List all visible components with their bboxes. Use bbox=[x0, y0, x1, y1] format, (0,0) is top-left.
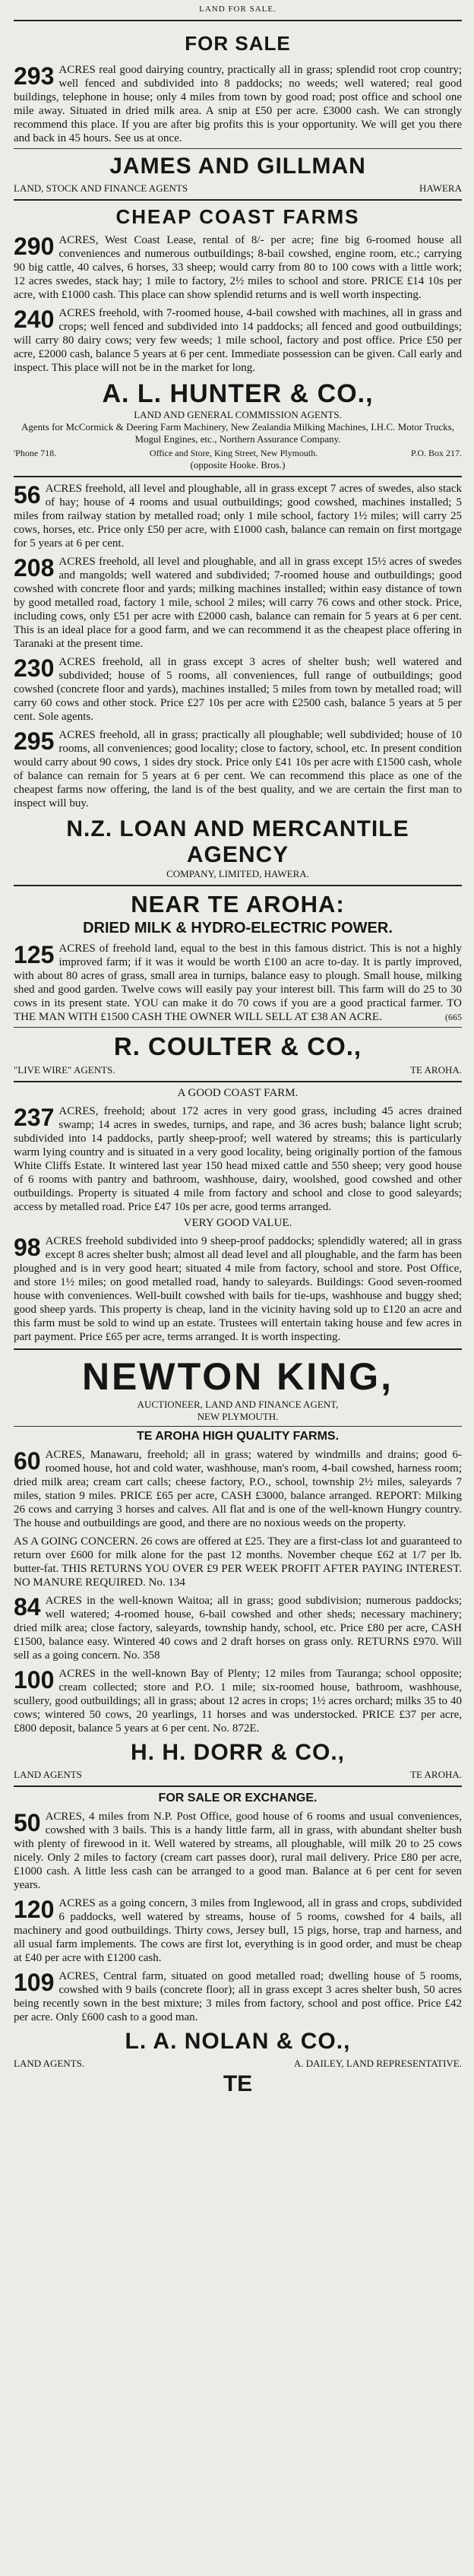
ad-56 bbox=[14, 482, 462, 550]
office-address: Office and Store, King Street, New Plymouth. bbox=[149, 448, 318, 458]
ad-acreage: 240 bbox=[14, 306, 55, 333]
divider bbox=[14, 20, 462, 21]
agent-subtitle: COMPANY, LIMITED, HAWERA. bbox=[166, 868, 309, 879]
ad-109 bbox=[14, 1969, 462, 2024]
running-head: LAND FOR SALE. bbox=[199, 5, 276, 14]
ad-going-concern bbox=[14, 1535, 462, 1589]
phone: 'Phone 718. bbox=[14, 448, 57, 458]
ad-text: ACRES freehold, all level and ploughable, all in grass except 7 acres of swedes, also stack of hay; house of 4 rooms and usual outbuildings; good cowshed, machines installed; 5 miles from railway station by metalled road; only 1 mile school, factory 1½ miles; will carry 25 cows, horses, etc. Price only £50 per acre, with £1000 cash, balance can remain on first mortgage for 5 years at 6 per cent. bbox=[14, 483, 462, 550]
near-te-aroha-subheading: DRIED MILK & HYDRO-ELECTRIC POWER. bbox=[83, 920, 393, 936]
ad-84 bbox=[14, 1594, 462, 1662]
ad-acreage: 230 bbox=[14, 654, 55, 682]
ad-240 bbox=[14, 306, 462, 375]
agent-line-dorr bbox=[14, 1769, 462, 1781]
ad-text: ACRES, West Coast Lease, rental of 8/- per acre; fine big 6-roomed house all conveniences and numerous outbuildings; 8-bail cowshed, engine room, etc.; carrying 90 big cattle, 40 calves, 6 horses, 33 sheep; would carry from 80 to 100 cows with a little work; 12 acres swedes, stack hay; 1 mile to factory, 2½ miles to school and store. PRICE £14 10s per acre, with £1000 cash. This place can show splendid returns and is well worth inspecting. bbox=[14, 234, 462, 301]
divider bbox=[14, 885, 462, 886]
ad-230 bbox=[14, 655, 462, 724]
section-heading: TE AROHA HIGH QUALITY FARMS. bbox=[136, 1430, 340, 1443]
ad-acreage: 100 bbox=[14, 1666, 55, 1694]
ad-acreage: 295 bbox=[14, 727, 55, 755]
agent-line-nolan bbox=[14, 2058, 462, 2070]
agent-name-dorr: H. H. DORR & CO., bbox=[130, 1740, 345, 1765]
ad-acreage: 84 bbox=[14, 1593, 41, 1621]
ad-acreage: 109 bbox=[14, 1969, 55, 1996]
agent-line-james bbox=[14, 182, 462, 195]
ad-120 bbox=[14, 1896, 462, 1965]
ad-acreage: 60 bbox=[14, 1447, 41, 1475]
ad-acreage: 293 bbox=[14, 62, 55, 90]
ad-text: ACRES as a going concern, 3 miles from Inglewood, all in grass and crops, subdivided 6 paddocks, well watered by streams, house of 5 rooms, cowshed for 4 bails, all machinery and good outbuildings. Thirty cows, Jersey bull, 15 pigs, horse, trap and harness, and all usual farm implements. The cows are first lot, everything is in good order, and must be cheap at £40 per acre with £1200 cash. bbox=[14, 1897, 462, 1964]
agent-subtitle: LAND AND GENERAL COMMISSION AGENTS. bbox=[134, 409, 342, 420]
divider bbox=[14, 1785, 462, 1787]
agent-representative: A. DAILEY, LAND REPRESENTATIVE. bbox=[293, 2058, 462, 2069]
ad-for-sale bbox=[14, 63, 462, 145]
ad-acreage: 120 bbox=[14, 1896, 55, 1923]
ad-acreage: 208 bbox=[14, 554, 55, 581]
ad-125 bbox=[14, 942, 462, 1024]
address-note: (opposite Hooke. Bros.) bbox=[190, 459, 286, 471]
agent-agencies: Agents for McCormick & Deering Farm Machinery, New Zealandia Milking Machines, I.H.C. Motor Trucks, Mogul Engines, etc., Northern Assurance Company. bbox=[21, 421, 454, 445]
ad-98 bbox=[14, 1234, 462, 1344]
ad-text: ACRES in the well-known Waitoa; all in grass; good subdivision; numerous paddocks; well watered; 4-roomed house, 6-bail cowshed and other sheds; necessary machinery; dried milk area; close factory, saleyards, township handy, school, etc. Price £80 per acre, CASH £1500, balance easy. Wintered 40 cows and 2 draft horses on grass only. RETURNS £970. Will sell as a going concern. No. 358 bbox=[14, 1595, 462, 1662]
agent-name-newton-king: NEWTON KING, bbox=[81, 1355, 394, 1398]
ad-acreage: 56 bbox=[14, 481, 41, 509]
divider bbox=[14, 1027, 462, 1028]
ad-text: ACRES freehold, all in grass except 3 acres of shelter bush; well watered and subdivided; house of 5 rooms, all conveniences, full range of outbuildings; good cowshed (concrete floor and yards), machines installed; 5 miles from town by metalled road; will carry 60 cows and other stock. Price £27 10s per acre with £2500 cash, balance 5 years at 5 per cent. Sole agents. bbox=[14, 656, 462, 723]
ad-text: ACRES of freehold land, equal to the best in this famous district. This is not a highly improved farm; if it was it would be worth £100 an acre to-day. It is partly improved, with about 80 acres of grass, small area in turnips, balance easy to plough. Small house, milking shed and good garden. Twelve cows will easily pay your interest bill. This farm will do 25 to 30 cows in its present state. YOU can make it do 70 cows if you are a good practical farmer. TO THE MAN WITH £1500 CASH THE OWNER WILL SELL AT £38 AN ACRE. bbox=[14, 943, 462, 1023]
divider bbox=[14, 148, 462, 149]
agent-description: LAND AGENTS. bbox=[14, 2058, 85, 2069]
ad-100 bbox=[14, 1667, 462, 1735]
agent-subtitle: AUCTIONEER, LAND AND FINANCE AGENT, bbox=[137, 1399, 339, 1410]
ad-290 bbox=[14, 233, 462, 302]
divider bbox=[14, 1348, 462, 1350]
ad-295 bbox=[14, 728, 462, 810]
ad-acreage: 50 bbox=[14, 1809, 41, 1836]
agent-line-coulter bbox=[14, 1064, 462, 1076]
agent-description: "LIVE WIRE" AGENTS. bbox=[14, 1064, 115, 1076]
for-sale-heading: FOR SALE bbox=[185, 32, 291, 55]
agent-description: LAND AGENTS bbox=[14, 1769, 82, 1780]
agent-description: LAND, STOCK AND FINANCE AGENTS bbox=[14, 182, 188, 194]
divider bbox=[14, 1081, 462, 1082]
ad-acreage: 237 bbox=[14, 1104, 55, 1131]
divider bbox=[14, 1426, 462, 1427]
agent-location: NEW PLYMOUTH. bbox=[197, 1411, 279, 1422]
ad-acreage: 290 bbox=[14, 233, 55, 260]
ad-text: AS A GOING CONCERN. 26 cows are offered at £25. They are a first-class lot and guaranteed to return over £600 for milk alone for the past 12 months. November cheque £62 at 1/7 per lb. butter-fat. THIS RETURNS YOU OVER £9 PER WEEK PROFIT AFTER PAYING INTEREST. NO MANURE REQUIRED. No. 134 bbox=[14, 1535, 462, 1589]
ad-text: ACRES freehold, all level and ploughable, and all in grass except 15½ acres of swedes and mangolds; well watered and subdivided; 7-roomed house and outbuildings; good cowshed with concrete floor and yards; milking machines installed; within easy distance of town by good metalled road, factory 1 mile, school 2 miles; will carry 76 cows and other stock. Price, including cows, only £51 per acre with £2000 cash, balance can remain for 5 years at 6 per cent. This is an ideal place for a good farm, and we can recommend it as the cheapest place offering in Taranaki at the present time. bbox=[14, 556, 462, 650]
ad-text: ACRES, 4 miles from N.P. Post Office, good house of 6 rooms and usual conveniences, cowshed with 3 bails. This is a handy little farm, all in grass, with abundant shelter bush with plenty of firewood in it. Well watered by streams, all ploughable, will milk 20 to 25 cows nicely. Only 2 miles to factory (cream cart passes door), rural mail delivery. Price £80 per acre, £1000 cash. A little less cash can be arranged to a good man. Balance at 6 per cent for seven years. bbox=[14, 1811, 462, 1891]
cheap-coast-heading: CHEAP COAST FARMS bbox=[115, 205, 360, 228]
divider bbox=[14, 199, 462, 201]
section-heading: FOR SALE OR EXCHANGE. bbox=[158, 1792, 318, 1804]
agent-name-hunter: A. L. HUNTER & CO., bbox=[102, 379, 374, 408]
agent-contact bbox=[14, 448, 462, 459]
cut-off-heading: TE bbox=[223, 2071, 253, 2096]
divider bbox=[14, 476, 462, 477]
section-heading: A GOOD COAST FARM. bbox=[177, 1087, 299, 1099]
ad-208 bbox=[14, 555, 462, 651]
ad-text: ACRES freehold, with 7-roomed house, 4-bail cowshed with machines, all in grass and crops; well fenced and subdivided into 14 paddocks; all fenced and good outbuildings; will carry 80 dairy cows; very few weeds; 1 mile school, factory and post office. Price £50 per acre, £2000 cash, balance 5 years at 6 per cent. Immediate possession can be given. Call early and inspect. This place will not be in the market for long. bbox=[14, 307, 462, 374]
ad-text: ACRES in the well-known Bay of Plenty; 12 miles from Tauranga; school opposite; cream collected; store and P.O. 1 mile; six-roomed house, bathroom, washhouse, scullery, good outbuildings; all in grass; about 12 acres in crops; 1½ acres orchard; milks 35 to 40 cows; wintered 50 cows, 20 yearlings, 11 horses and was understocked. PRICE £37 per acre, £800 deposit, balance 5 years at 6 per cent. No. 872E. bbox=[14, 1668, 462, 1735]
near-te-aroha-heading: NEAR TE AROHA: bbox=[131, 891, 345, 917]
agent-name-james: JAMES AND GILLMAN bbox=[109, 154, 366, 179]
ad-text: ACRES, freehold; about 172 acres in very good grass, including 45 acres drained swamp; 14 acres in swedes, turnips, and rape, and 36 acres bush; balance light scrub; subdivided into 14 paddocks, partly sheep-proof; well watered by streams; this is particularly warm lying country and is situated in a very good locality, being originally portion of the famous White Cliffs Estate. It wintered last year 150 head mixed cattle and 550 sheep; very good house of 6 rooms with pantry and bathroom, washhouse, dairy, woolshed, good cowshed and other outbuildings. Property is situated 4 mile from factory and school and close to good saleyards; access by metalled road. Price £47 10s per acre, good terms arranged. bbox=[14, 1105, 462, 1213]
ad-text: ACRES real good dairying country, practically all in grass; splendid root crop country; well fenced and subdivided into 8 paddocks; no weeds; well watered; real good buildings, telephone in house; only 4 miles from town by good road; post office and school one mile away. Situated in dried milk area. A snip at £50 per acre. £3000 cash. We can strongly recommend this place. If you are after big profits this is your opportunity. We will get you there and back in 45 hours. See us at once. bbox=[14, 64, 462, 144]
ad-text: ACRES freehold subdivided into 9 sheep-proof paddocks; splendidly watered; all in grass except 8 acres shelter bush; almost all dead level and all ploughable, and the farm has been ploughed and is in very good heart; situated 4 mile from factory, school and store. Post Office, and store 1½ miles; on good metalled road, handy to saleyards. Buildings: Good seven-roomed house with conveniences. Well-built cowshed with bails for tie-ups, washhouse and buggy shed; good sheep yards. This property is cheap, land in the vicinity having sold up to £120 an acre and this farm must be sold to wind up an estate. Trustees will entertain taking house and few acres in part payment. Price £65 per acre, terms arranged. It is worth inspecting. bbox=[14, 1235, 462, 1343]
ad-acreage: 125 bbox=[14, 941, 55, 968]
ad-reference: (665 bbox=[445, 1012, 462, 1022]
ad-text: ACRES, Manawaru, freehold; all in grass; watered by windmills and drains; good 6-roomed house, hot and cold water, washhouse, man's room, 4-bail cowshed, harness room; dried milk area; cream cart calls; cheese factory, P.O., school, township 2½ miles, saleyards 7 miles, station 9 miles. PRICE £65 per acre, CASH £3000, balance arranged. REPORT: Milking 26 cows and carrying 3 horses and calves. All flat and is one of the well-known Hungry country. The house and outbuildings are good, and there are no noxious weeds on the property. bbox=[14, 1449, 462, 1529]
agent-location: HAWERA bbox=[419, 182, 462, 194]
ad-acreage: 98 bbox=[14, 1234, 41, 1261]
po-box: P.O. Box 217. bbox=[410, 448, 462, 458]
ad-50 bbox=[14, 1810, 462, 1892]
ad-text: ACRES, Central farm, situated on good metalled road; dwelling house of 5 rooms, cowshed with 9 bails (concrete floor); all in grass except 3 acres shelter bush, 50 acres being recently sown in the best mixture; 3 miles from factory, school and post office. Price £42 per acre. Only £600 cash to a good man. bbox=[14, 1970, 462, 2023]
ad-text: ACRES freehold, all in grass; practically all ploughable; well subdivided; house of 10 rooms, all conveniences; good locality; close to factory, school, etc. In present condition would carry about 90 cows, 1 sides dry stock. Price only £41 10s per acre with £1500 cash, whole of balance can remain for 5 years at 6 per cent. We can recommend this place as one of the cheapest farms now offering, the land is of the best quality, and we are certain the first man to inspect will buy. bbox=[14, 729, 462, 810]
ad-237 bbox=[14, 1104, 462, 1214]
ad-60 bbox=[14, 1448, 462, 1530]
agent-name-coulter: R. COULTER & CO., bbox=[113, 1032, 362, 1060]
agent-location: TE AROHA. bbox=[410, 1064, 462, 1076]
agent-name-nolan: L. A. NOLAN & CO., bbox=[125, 2029, 351, 2054]
agent-location: TE AROHA. bbox=[410, 1769, 462, 1780]
section-heading: VERY GOOD VALUE. bbox=[183, 1217, 292, 1229]
agent-name-nz-loan: N.Z. LOAN AND MERCANTILE AGENCY bbox=[66, 816, 409, 867]
